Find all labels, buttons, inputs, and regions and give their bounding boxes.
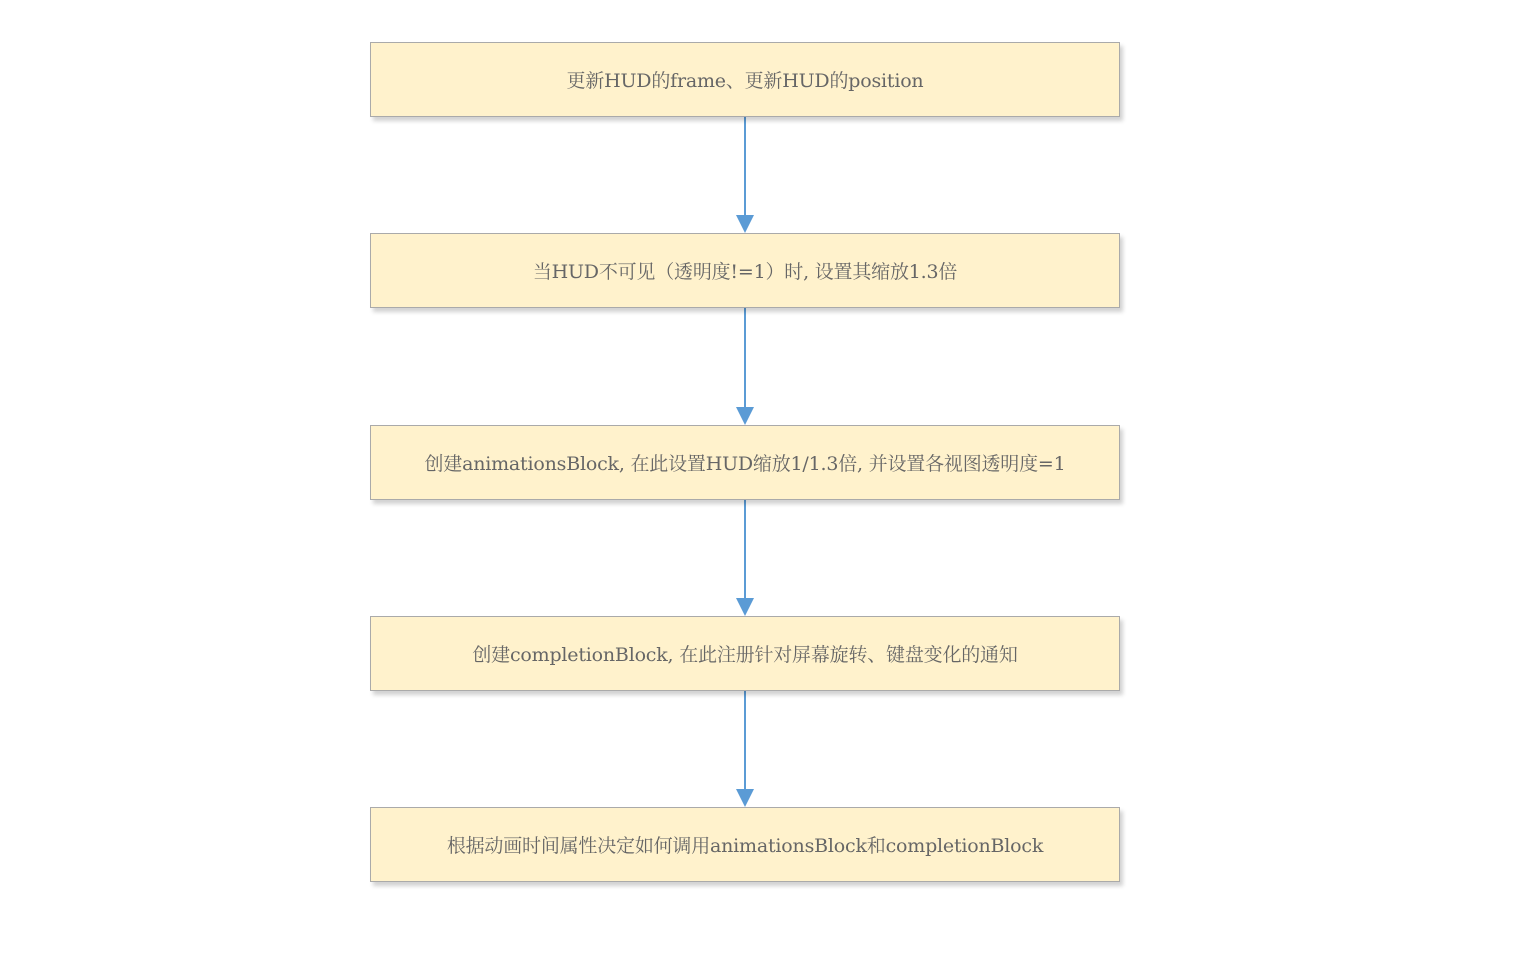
step-box-scale-when-invisible: [370, 233, 1120, 308]
arrow-4-to-5: [736, 691, 754, 807]
step-box-update-frame: [370, 42, 1120, 117]
step-label: 创建animationsBlock, 在此设置HUD缩放1/1.3倍, 并设置各视图透明度=1: [424, 453, 1066, 475]
step-label: 根据动画时间属性决定如何调用animationsBlock和completionBlock: [446, 835, 1044, 857]
arrow-3-to-4: [736, 500, 754, 616]
arrow-1-to-2: [736, 117, 754, 233]
step-box-create-completion-block: [370, 616, 1120, 691]
step-box-invoke-blocks: [370, 807, 1120, 882]
step-label: 创建completionBlock, 在此注册针对屏幕旋转、键盘变化的通知: [472, 644, 1018, 666]
arrow-2-to-3: [736, 308, 754, 425]
step-label: 当HUD不可见（透明度!=1）时, 设置其缩放1.3倍: [532, 261, 958, 283]
step-box-create-animations-block: [370, 425, 1120, 500]
step-label: 更新HUD的frame、更新HUD的position: [566, 70, 924, 92]
